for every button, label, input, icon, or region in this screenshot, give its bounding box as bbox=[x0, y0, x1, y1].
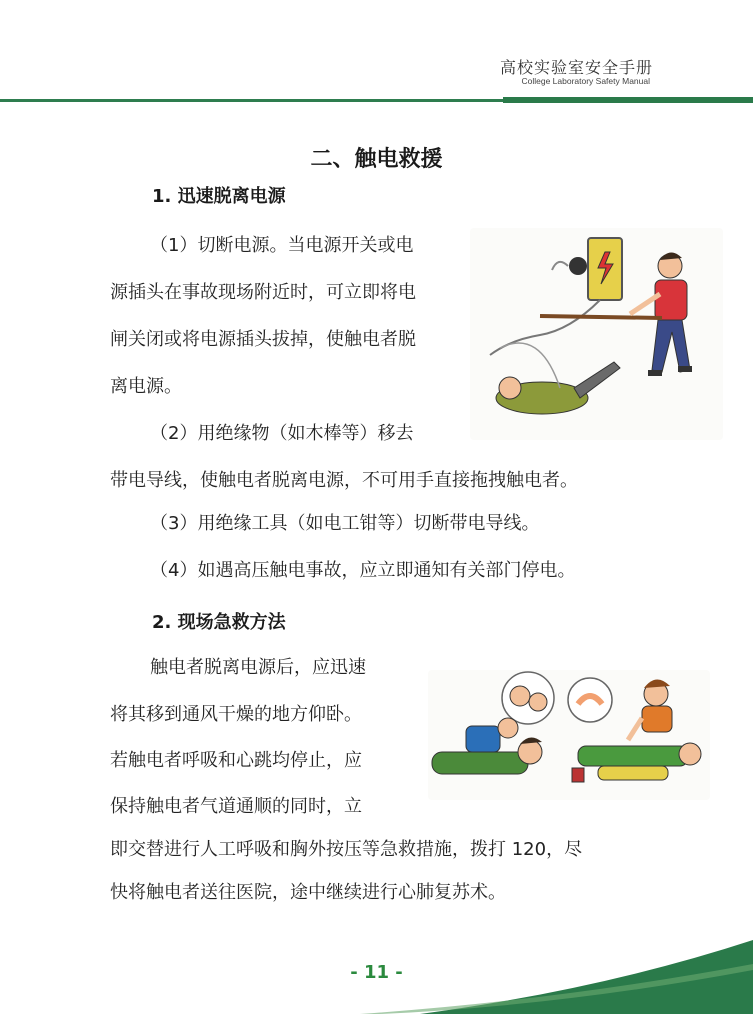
paragraph-line: （2）用绝缘物（如木棒等）移去 bbox=[150, 423, 414, 444]
header-subtitle: College Laboratory Safety Manual bbox=[521, 76, 650, 86]
subsection-heading-2: 2. 现场急救方法 bbox=[152, 612, 286, 633]
paragraph-line: 即交替进行人工呼吸和胸外按压等急救措施，拨打 120，尽 bbox=[110, 839, 583, 860]
paragraph-line: 将其移到通风干燥的地方仰卧。 bbox=[110, 704, 362, 725]
header-title: 高校实验室安全手册 bbox=[499, 58, 653, 77]
page-number: - 11 - bbox=[350, 962, 403, 983]
paragraph-line: 源插头在事故现场附近时，可立即将电 bbox=[110, 282, 416, 303]
header-divider-accent bbox=[503, 97, 753, 103]
page-header bbox=[0, 0, 753, 110]
cpr-first-aid-illustration bbox=[428, 670, 710, 800]
paragraph-line: 若触电者呼吸和心跳均停止，应 bbox=[110, 750, 362, 771]
paragraph-line: 触电者脱离电源后，应迅速 bbox=[150, 657, 366, 678]
section-title: 二、触电救援 bbox=[310, 147, 443, 172]
paragraph-line: 快将触电者送往医院，途中继续进行心肺复苏术。 bbox=[110, 882, 506, 903]
subsection-heading-1: 1. 迅速脱离电源 bbox=[152, 186, 286, 207]
paragraph-line: 离电源。 bbox=[110, 376, 182, 397]
paragraph-line: 带电导线，使触电者脱离电源，不可用手直接拖拽触电者。 bbox=[110, 470, 578, 491]
paragraph-line: 保持触电者气道通顺的同时，立 bbox=[110, 796, 362, 817]
paragraph-line: （1）切断电源。当电源开关或电 bbox=[150, 235, 414, 256]
paragraph-line: 闸关闭或将电源插头拔掉，使触电者脱 bbox=[110, 329, 416, 350]
power-cutoff-illustration bbox=[470, 228, 723, 440]
paragraph-line: （4）如遇高压触电事故，应立即通知有关部门停电。 bbox=[150, 560, 576, 581]
paragraph-line: （3）用绝缘工具（如电工钳等）切断带电导线。 bbox=[150, 513, 540, 534]
